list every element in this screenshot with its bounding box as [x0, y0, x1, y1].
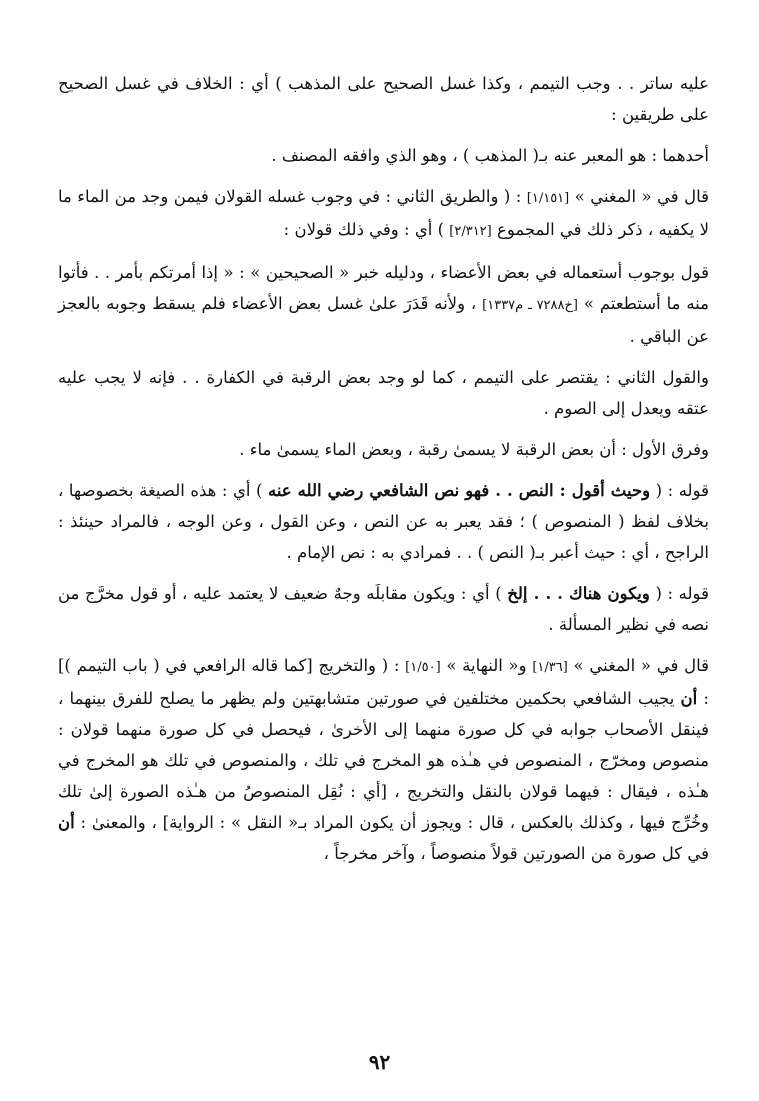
bold-text-segment: أن: [58, 813, 75, 832]
text-segment: في كل صورة من الصورتين قولاً منصوصاً ، وآخر مخرجاً ،: [323, 844, 709, 863]
text-segment: : ( والتخريج [كما قاله الرافعي في ( باب التيمم )] :: [58, 656, 709, 708]
page-number: ٩٢: [368, 1050, 391, 1074]
bold-text-segment: أن: [680, 689, 698, 708]
text-segment: أحدهما : هو المعبر عنه بـ( المذهب ) ، وهو الذي وافقه المصنف .: [271, 146, 709, 165]
text-segment: عليه ساتر . . وجب التيمم ، وكذا غسل الصحيح على المذهب ) أي : الخلاف في غسل الصحيح على طريقين :: [58, 74, 709, 124]
bold-text-segment: ويكون هناك . . . إلخ: [507, 584, 650, 603]
document-page: [58, 68, 709, 879]
text-segment: : ( والطريق الثاني : في وجوب غسله القولان فيمن وجد من الماء ما لا يكفيه ، ذكر ذلك في المجموع: [58, 187, 709, 239]
text-segment: و« النهاية »: [440, 656, 533, 675]
paragraph: [58, 181, 709, 247]
text-segment: ) أي : ويكون مقابلَه وجهٌ ضعيف لا يعتمد عليه ، أو قول مخرَّج من نصه في نظير المسألة .: [58, 584, 709, 634]
citation-segment: [١/٥٠]: [405, 660, 441, 675]
citation-segment: [خ٧٢٨٨ ـ م١٣٣٧]: [482, 298, 578, 313]
paragraph: [58, 650, 709, 869]
text-segment: ) أي : وفي ذلك قولان :: [283, 220, 450, 239]
text-segment: قوله : (: [650, 481, 709, 500]
text-segment: ، ولأنه قَدَرَ علىٰ غسل بعض الأعضاء فلم يسقط وجوبه بالعجز عن الباقي .: [58, 294, 709, 346]
paragraph: [58, 257, 709, 352]
citation-segment: [١/١٥١]: [526, 191, 570, 206]
paragraph: [58, 434, 709, 465]
citation-segment: [٢/٣١٢]: [449, 224, 492, 239]
text-segment: وفرق الأول : أن بعض الرقبة لا يسمىٰ رقبة ، وبعض الماء يسمىٰ ماء .: [239, 440, 709, 459]
text-segment: ) أي : هذه الصيغة بخصوصها ، بخلاف لفظ ( المنصوص ) ؛ فقد يعبر به عن النص ، وعن القول ، وعن الوجه ، فالمراد حينئذ : الراجح ، أي : حيث أعبر بـ( النص ) . . فمرادي به : نص الإمام .: [58, 481, 709, 562]
paragraph: [58, 68, 709, 130]
citation-segment: [١/٣٦]: [532, 660, 568, 675]
text-segment: قال في « المغني »: [567, 656, 709, 675]
bold-text-segment: وحيث أقول : النص . . فهو نص الشافعي رضي الله عنه: [267, 481, 651, 500]
paragraph: [58, 362, 709, 424]
text-segment: يجيب الشافعي بحكمين مختلفين في صورتين متشابهتين ولم يظهر ما يصلح للفرق بينهما ، فينقل الأصحاب جوابه في كل صورة منهما إلى الأخرىٰ ، فيحصل في كل صورة منهما قولان : منصوص ومخرّج ، المنصوص في هـٰذه هو المخرج في تلك ، والمنصوص في تلك هو المخرج في هـٰذه ، فيقال : فيهما قولان بالنقل والتخريج ، [أي : نُقِل المنصوصُ من هـٰذه الصورة إلىٰ تلك وخُرِّج فيها ، وكذلك بالعكس ، قال : ويجوز أن يكون المراد بـ« النقل » : الرواية] ، والمعنىٰ :: [58, 689, 709, 832]
paragraph: [58, 578, 709, 640]
text-segment: والقول الثاني : يقتصر على التيمم ، كما لو وجد بعض الرقبة في الكفارة . . فإنه لا يجب عليه عتقه ويعدل إلى الصوم .: [58, 368, 709, 418]
paragraph: [58, 475, 709, 568]
text-segment: قوله : (: [649, 584, 709, 603]
text-segment: قول بوجوب أستعماله في بعض الأعضاء ، ودليله خبر « الصحيحين » : « إذا أمرتكم بأمر . . فأتوا منه ما أستطعتم »: [58, 263, 709, 313]
text-segment: قال في « المغني »: [569, 187, 710, 206]
paragraph: [58, 140, 709, 171]
